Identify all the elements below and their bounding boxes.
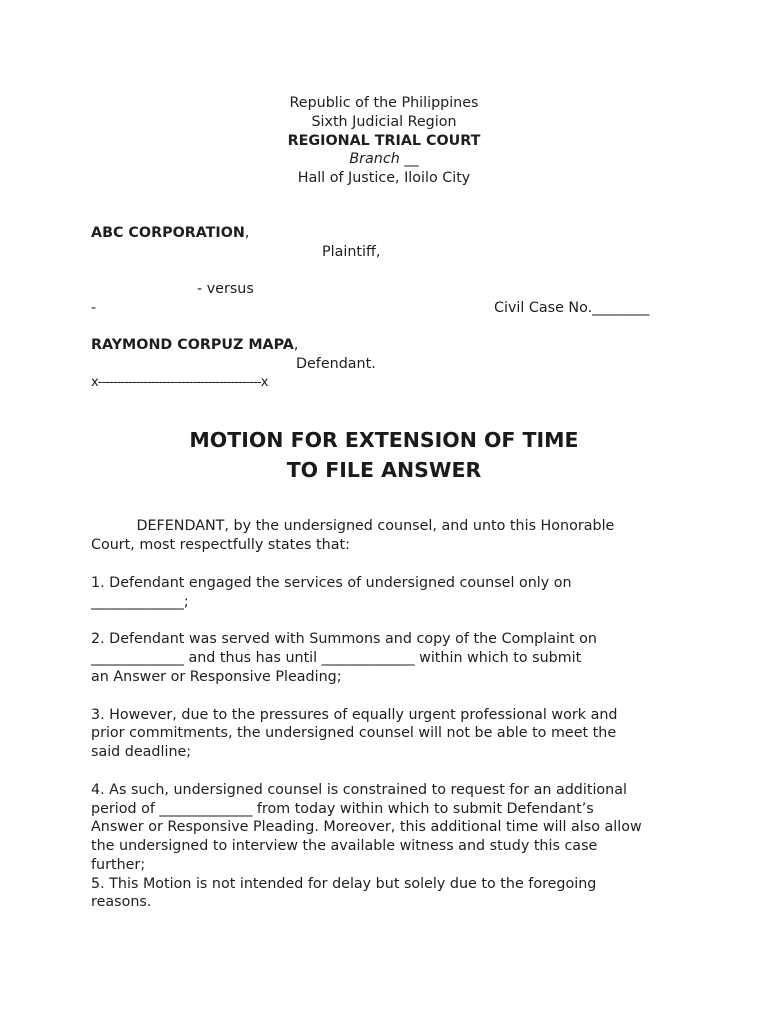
defendant-name-line: [91, 336, 298, 355]
branch-label: Branch: [349, 151, 400, 167]
caption-separator: x-------------------------------------------x: [91, 375, 268, 390]
paragraph-1-line1: 1. Defendant engaged the services of undersigned counsel only on: [91, 575, 572, 591]
paragraph-3-line2: prior commitments, the undersigned counsel will not be able to meet the: [91, 725, 617, 741]
defendant-role: Defendant.: [296, 356, 376, 372]
intro-line2: Court, most respectfully states that:: [91, 537, 350, 553]
paragraph-1-line2: _____________;: [91, 594, 189, 610]
paragraph-3-line3: said deadline;: [91, 744, 192, 760]
branch-blank: __: [399, 151, 419, 167]
plaintiff-comma: ,: [244, 225, 250, 241]
paragraph-3-line1: 3. However, due to the pressures of equally urgent professional work and: [91, 707, 618, 723]
document-title-line2: TO FILE ANSWER: [286, 458, 482, 482]
versus-dash: -: [91, 300, 97, 316]
defendant-comma: ,: [293, 337, 299, 353]
paragraph-2-line1: 2. Defendant was served with Summons and copy of the Complaint on: [91, 631, 597, 647]
versus-label: - versus: [197, 281, 254, 297]
header-branch: [0, 150, 768, 169]
plaintiff-name: ABC CORPORATION: [91, 225, 245, 241]
document-title-line1: MOTION FOR EXTENSION OF TIME: [189, 428, 579, 452]
paragraph-4-line5: further;: [91, 857, 146, 873]
intro-line1: DEFENDANT, by the undersigned counsel, and unto this Honorable: [91, 518, 615, 534]
plaintiff-name-line: [91, 224, 249, 243]
paragraph-4-line1: 4. As such, undersigned counsel is constrained to request for an additional: [91, 782, 627, 798]
paragraph-4-line4: the undersigned to interview the available witness and study this case: [91, 838, 598, 854]
paragraph-4-line2: period of _____________ from today within which to submit Defendant’s: [91, 801, 594, 817]
header-court: REGIONAL TRIAL COURT: [287, 133, 481, 149]
paragraph-2-line2: _____________ and thus has until _____________ within which to submit: [91, 650, 582, 666]
plaintiff-role: Plaintiff,: [322, 244, 381, 260]
header-location: Hall of Justice, Iloilo City: [297, 170, 471, 186]
paragraph-4-line3: Answer or Responsive Pleading. Moreover, this additional time will also allow: [91, 819, 642, 835]
header-region: Sixth Judicial Region: [311, 114, 457, 130]
paragraph-5-line2: reasons.: [91, 894, 152, 910]
paragraph-5-line1: 5. This Motion is not intended for delay but solely due to the foregoing: [91, 876, 597, 892]
defendant-name: RAYMOND CORPUZ MAPA: [91, 337, 294, 353]
civil-case-number: Civil Case No.________: [494, 300, 650, 316]
header-republic: Republic of the Philippines: [289, 95, 479, 111]
paragraph-2-line3: an Answer or Responsive Pleading;: [91, 669, 342, 685]
